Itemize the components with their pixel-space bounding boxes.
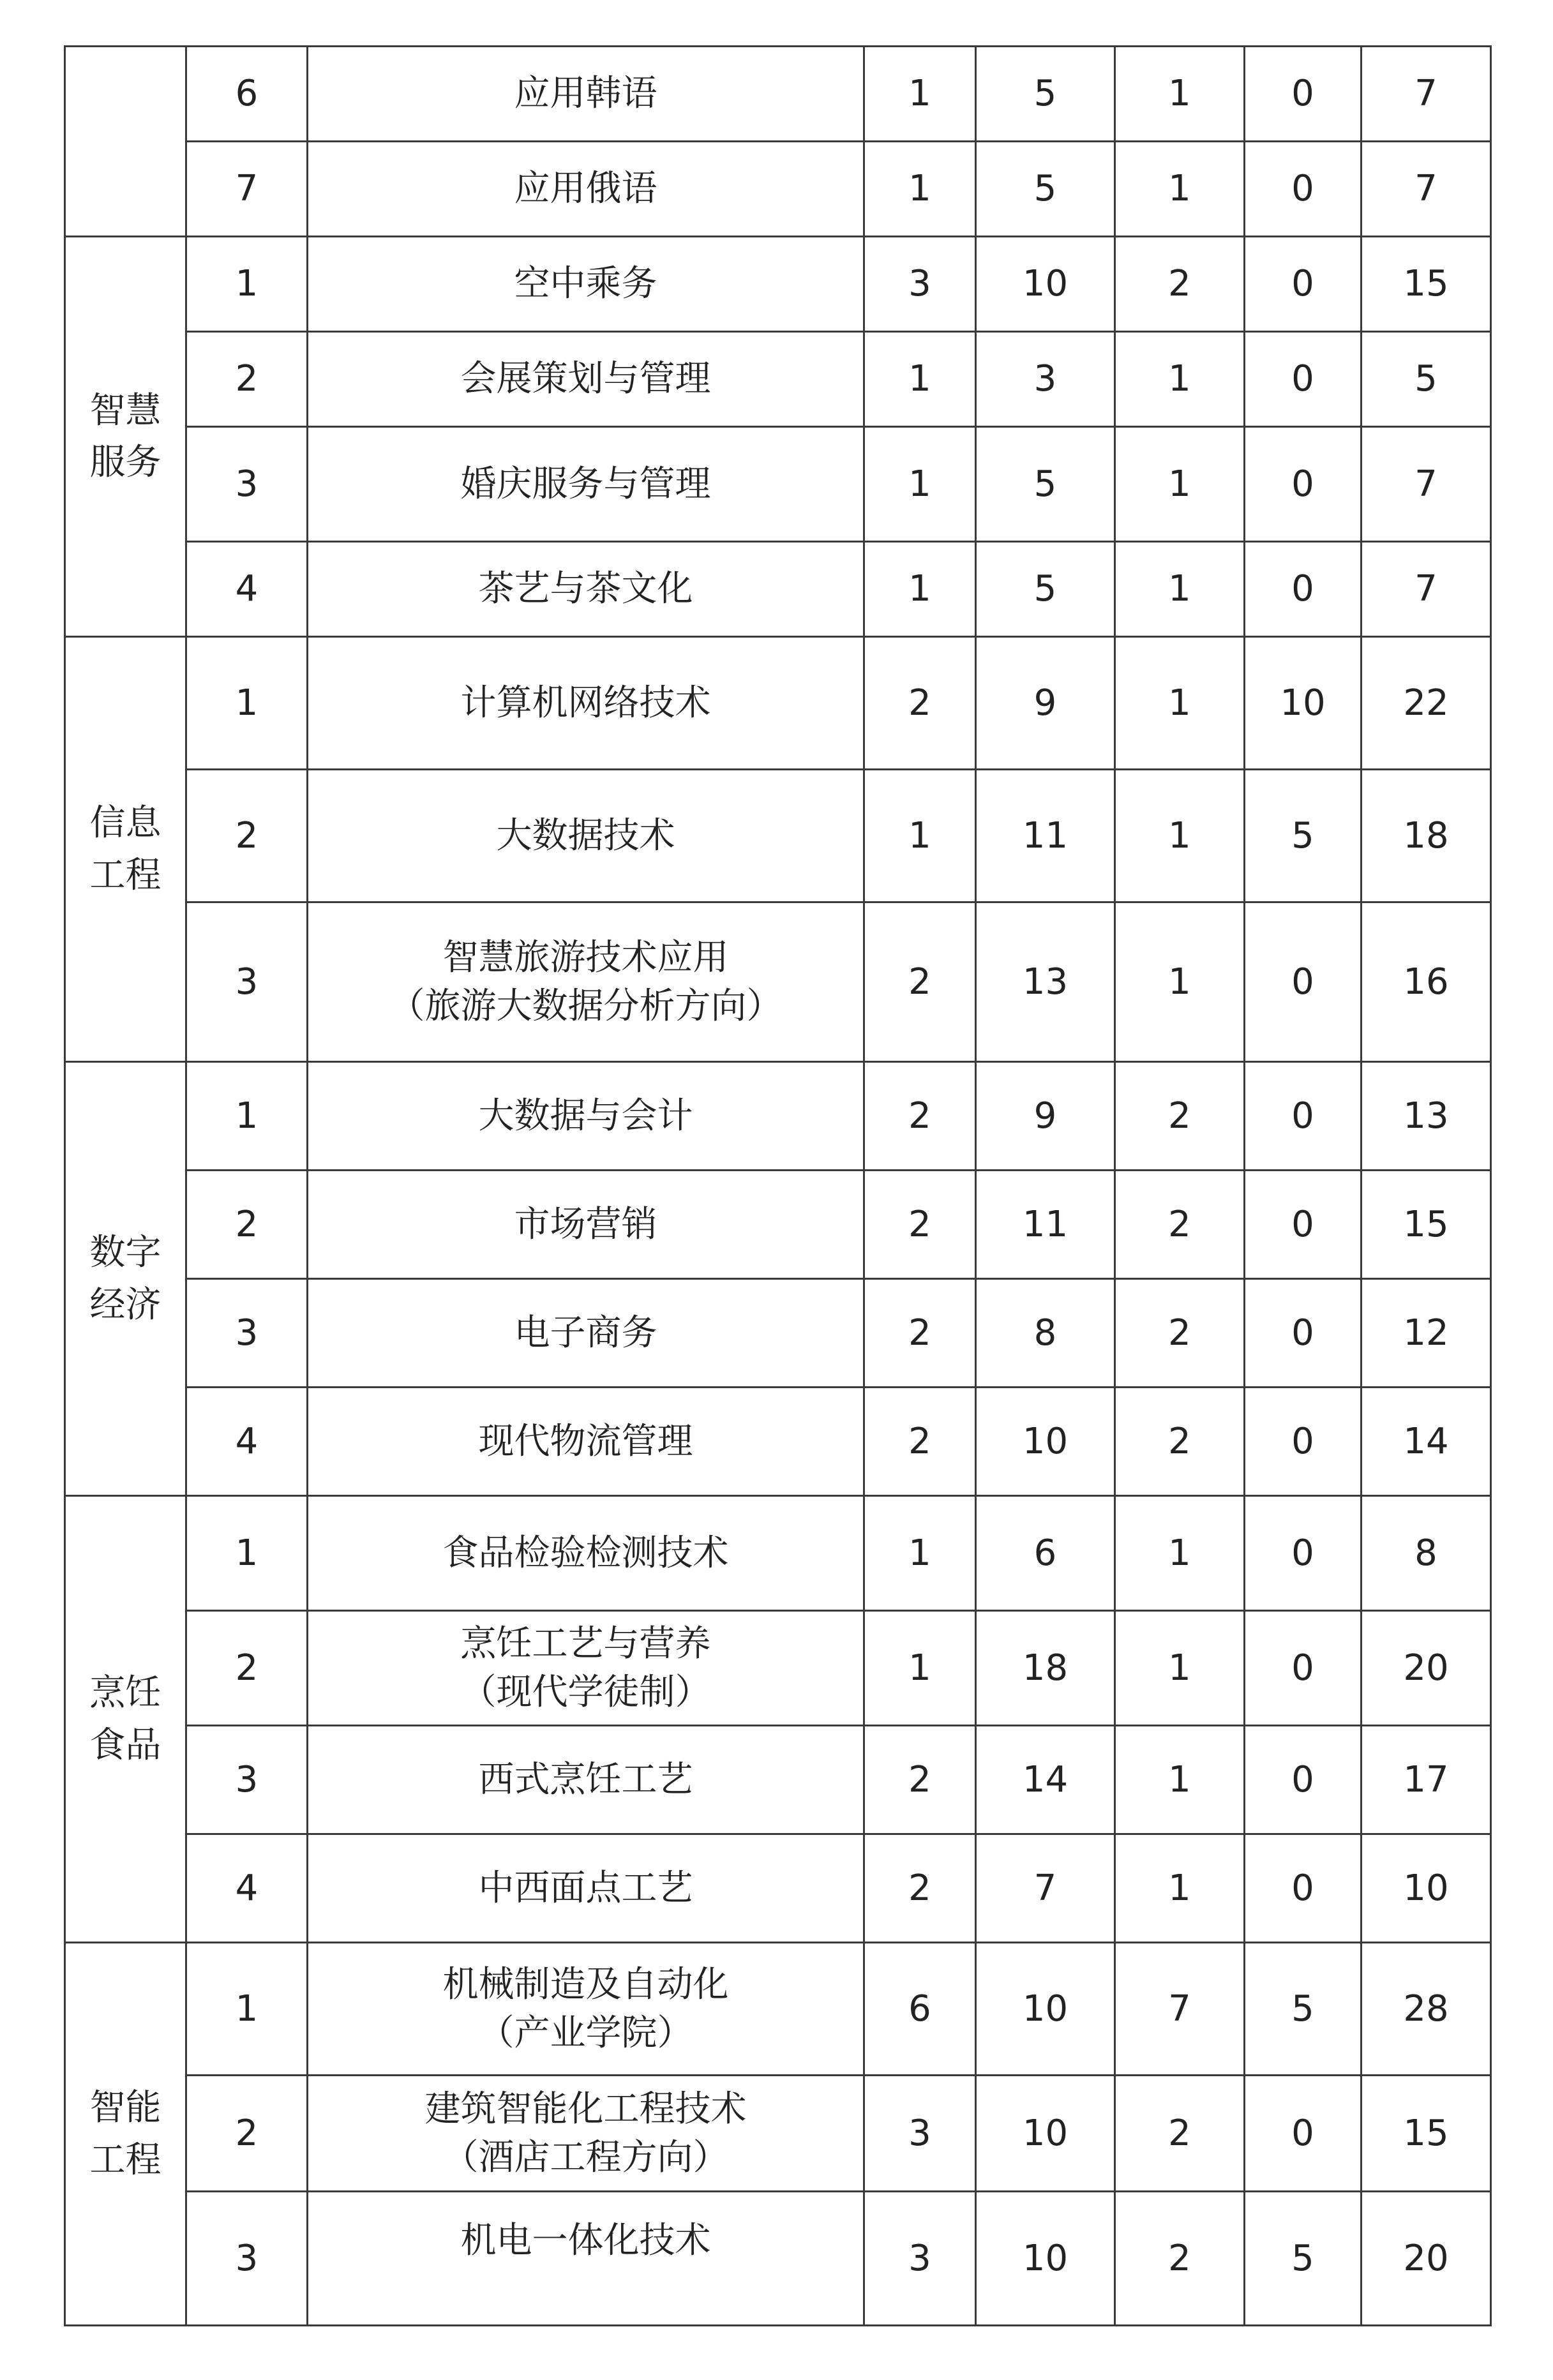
table-row — [65, 1279, 1491, 1388]
table-row — [65, 637, 1491, 770]
value-cell-col4: 5 — [1245, 770, 1362, 902]
category-label-line: 服务 — [89, 442, 161, 483]
row-number-cell: 2 — [186, 770, 308, 902]
value-cell-col1: 1 — [864, 1496, 976, 1611]
program-name-cell — [308, 1726, 864, 1834]
category-cell — [65, 637, 186, 1062]
program-name-cell — [308, 332, 864, 427]
value-cell-col1: 1 — [864, 542, 976, 637]
total-cell: 7 — [1362, 542, 1491, 637]
row-number-cell: 4 — [186, 542, 308, 637]
row-number-cell: 1 — [186, 1062, 308, 1171]
total-cell: 7 — [1362, 142, 1491, 237]
program-name-cell — [308, 1834, 864, 1943]
program-name-line: 空中乘务 — [514, 263, 657, 305]
table-row — [65, 1943, 1491, 2076]
table-row — [65, 2076, 1491, 2192]
value-cell-col1: 1 — [864, 47, 976, 142]
value-cell-col3: 1 — [1115, 770, 1245, 902]
value-cell-col1: 2 — [864, 1279, 976, 1388]
program-name-cell — [308, 2076, 864, 2192]
total-cell: 15 — [1362, 1171, 1491, 1279]
program-name-line: 中西面点工艺 — [478, 1867, 693, 1909]
category-label-line: 信息 — [89, 802, 161, 844]
value-cell-col1: 3 — [864, 2076, 976, 2192]
table-row — [65, 237, 1491, 332]
program-name-line: 建筑智能化工程技术 — [424, 2088, 747, 2130]
program-name-line: 大数据与会计 — [478, 1095, 693, 1137]
value-cell-col2: 5 — [976, 142, 1115, 237]
total-cell: 17 — [1362, 1726, 1491, 1834]
category-label-line: 经济 — [89, 1284, 161, 1326]
row-number-cell: 2 — [186, 2076, 308, 2192]
program-name-line: （酒店工程方向） — [442, 2136, 729, 2178]
value-cell-col4: 0 — [1245, 1171, 1362, 1279]
value-cell-col1: 1 — [864, 142, 976, 237]
program-name-cell — [308, 1611, 864, 1726]
program-name-cell — [308, 237, 864, 332]
table-body — [65, 47, 1491, 2326]
value-cell-col2: 6 — [976, 1496, 1115, 1611]
value-cell-col4: 0 — [1245, 1062, 1362, 1171]
value-cell-col2: 5 — [976, 47, 1115, 142]
value-cell-col2: 5 — [976, 427, 1115, 542]
table-row — [65, 1611, 1491, 1726]
program-name-line: 烹饪工艺与营养 — [460, 1622, 711, 1665]
program-name-line: 机械制造及自动化 — [442, 1963, 729, 2005]
program-name-line: 茶艺与茶文化 — [478, 568, 693, 610]
total-cell: 14 — [1362, 1388, 1491, 1496]
value-cell-col3: 2 — [1115, 2192, 1245, 2326]
value-cell-col2: 7 — [976, 1834, 1115, 1943]
value-cell-col4: 0 — [1245, 902, 1362, 1062]
program-name-cell — [308, 1943, 864, 2076]
program-name-line: 西式烹饪工艺 — [478, 1758, 693, 1800]
row-number-cell: 1 — [186, 1496, 308, 1611]
table-row — [65, 47, 1491, 142]
total-cell: 5 — [1362, 332, 1491, 427]
total-cell: 22 — [1362, 637, 1491, 770]
value-cell-col4: 0 — [1245, 2076, 1362, 2192]
row-number-cell: 2 — [186, 1611, 308, 1726]
row-number-cell: 6 — [186, 47, 308, 142]
total-cell: 20 — [1362, 2192, 1491, 2326]
program-name-cell — [308, 1496, 864, 1611]
total-cell: 15 — [1362, 237, 1491, 332]
value-cell-col4: 0 — [1245, 1726, 1362, 1834]
program-name-cell — [308, 47, 864, 142]
value-cell-col3: 1 — [1115, 542, 1245, 637]
value-cell-col3: 2 — [1115, 1171, 1245, 1279]
row-number-cell: 1 — [186, 637, 308, 770]
value-cell-col4: 0 — [1245, 47, 1362, 142]
table-row — [65, 542, 1491, 637]
value-cell-col2: 10 — [976, 237, 1115, 332]
value-cell-col1: 1 — [864, 1611, 976, 1726]
program-name-line: 现代物流管理 — [478, 1420, 693, 1462]
table-row — [65, 1726, 1491, 1834]
value-cell-col3: 2 — [1115, 1279, 1245, 1388]
program-name-cell — [308, 2192, 864, 2326]
row-number-cell: 3 — [186, 902, 308, 1062]
row-number-cell: 7 — [186, 142, 308, 237]
value-cell-col1: 2 — [864, 902, 976, 1062]
value-cell-col4: 5 — [1245, 1943, 1362, 2076]
value-cell-col3: 2 — [1115, 1388, 1245, 1496]
program-name-line: 婚庆服务与管理 — [460, 463, 711, 505]
row-number-cell: 3 — [186, 427, 308, 542]
value-cell-col3: 1 — [1115, 47, 1245, 142]
value-cell-col2: 10 — [976, 1388, 1115, 1496]
category-cell — [65, 237, 186, 637]
total-cell: 20 — [1362, 1611, 1491, 1726]
program-name-line: 会展策划与管理 — [460, 358, 711, 400]
table-row — [65, 902, 1491, 1062]
category-label-line: 智能 — [89, 2087, 161, 2129]
program-name-line: 电子商务 — [514, 1312, 657, 1354]
value-cell-col3: 1 — [1115, 427, 1245, 542]
value-cell-col2: 5 — [976, 542, 1115, 637]
value-cell-col4: 5 — [1245, 2192, 1362, 2326]
value-cell-col1: 3 — [864, 2192, 976, 2326]
value-cell-col1: 2 — [864, 637, 976, 770]
total-cell: 15 — [1362, 2076, 1491, 2192]
program-name-cell — [308, 902, 864, 1062]
value-cell-col3: 1 — [1115, 1496, 1245, 1611]
table-row — [65, 1062, 1491, 1171]
program-name-line: 智慧旅游技术应用 — [442, 936, 729, 978]
category-cell — [65, 1496, 186, 1943]
program-name-line: （现代学徒制） — [460, 1671, 711, 1713]
row-number-cell: 1 — [186, 1943, 308, 2076]
row-number-cell: 2 — [186, 1171, 308, 1279]
program-name-line: 市场营销 — [514, 1203, 657, 1245]
row-number-cell: 4 — [186, 1834, 308, 1943]
value-cell-col1: 2 — [864, 1171, 976, 1279]
value-cell-col4: 0 — [1245, 237, 1362, 332]
value-cell-col2: 10 — [976, 1943, 1115, 2076]
value-cell-col3: 1 — [1115, 1834, 1245, 1943]
total-cell: 10 — [1362, 1834, 1491, 1943]
value-cell-col3: 1 — [1115, 902, 1245, 1062]
value-cell-col4: 0 — [1245, 1834, 1362, 1943]
table-row — [65, 1171, 1491, 1279]
category-cell — [65, 1943, 186, 2326]
table-row — [65, 1834, 1491, 1943]
total-cell: 18 — [1362, 770, 1491, 902]
table-row — [65, 142, 1491, 237]
program-name-cell — [308, 1279, 864, 1388]
value-cell-col3: 7 — [1115, 1943, 1245, 2076]
value-cell-col3: 1 — [1115, 1726, 1245, 1834]
program-name-cell — [308, 770, 864, 902]
category-cell — [65, 1062, 186, 1496]
value-cell-col3: 1 — [1115, 332, 1245, 427]
total-cell: 7 — [1362, 47, 1491, 142]
value-cell-col4: 0 — [1245, 1496, 1362, 1611]
program-name-line: 计算机网络技术 — [460, 682, 711, 724]
value-cell-col2: 8 — [976, 1279, 1115, 1388]
value-cell-col3: 1 — [1115, 1611, 1245, 1726]
value-cell-col1: 6 — [864, 1943, 976, 2076]
value-cell-col1: 2 — [864, 1834, 976, 1943]
value-cell-col4: 0 — [1245, 1279, 1362, 1388]
value-cell-col4: 0 — [1245, 1611, 1362, 1726]
program-name-line: 大数据技术 — [496, 814, 675, 857]
value-cell-col1: 2 — [864, 1726, 976, 1834]
value-cell-col1: 2 — [864, 1062, 976, 1171]
category-label-line: 食品 — [89, 1724, 161, 1766]
program-name-line: 应用韩语 — [514, 73, 657, 115]
category-label-line: 烹饪 — [89, 1672, 161, 1714]
value-cell-col2: 11 — [976, 1171, 1115, 1279]
category-cell — [65, 47, 186, 237]
value-cell-col2: 18 — [976, 1611, 1115, 1726]
program-name-cell — [308, 637, 864, 770]
program-name-line: （产业学院） — [478, 2012, 693, 2054]
program-table-container — [64, 45, 1490, 2319]
total-cell: 13 — [1362, 1062, 1491, 1171]
total-cell: 16 — [1362, 902, 1491, 1062]
value-cell-col2: 14 — [976, 1726, 1115, 1834]
table-row — [65, 427, 1491, 542]
value-cell-col2: 10 — [976, 2076, 1115, 2192]
value-cell-col2: 9 — [976, 1062, 1115, 1171]
program-name-line: 应用俄语 — [514, 168, 657, 210]
value-cell-col3: 2 — [1115, 237, 1245, 332]
value-cell-col2: 9 — [976, 637, 1115, 770]
row-number-cell: 4 — [186, 1388, 308, 1496]
program-name-line: 机电一体化技术 — [460, 2220, 711, 2261]
value-cell-col1: 1 — [864, 770, 976, 902]
value-cell-col1: 1 — [864, 427, 976, 542]
category-label-line: 智慧 — [89, 389, 161, 431]
value-cell-col4: 0 — [1245, 1388, 1362, 1496]
table-row — [65, 1496, 1491, 1611]
table-row — [65, 332, 1491, 427]
row-number-cell: 3 — [186, 1726, 308, 1834]
program-name-cell — [308, 1171, 864, 1279]
value-cell-col4: 0 — [1245, 542, 1362, 637]
category-label-line: 工程 — [89, 2139, 161, 2181]
program-name-cell — [308, 542, 864, 637]
program-name-cell — [308, 1388, 864, 1496]
table-row — [65, 1388, 1491, 1496]
program-name-cell — [308, 427, 864, 542]
value-cell-col4: 0 — [1245, 332, 1362, 427]
program-enrollment-table — [64, 45, 1492, 2326]
row-number-cell: 1 — [186, 237, 308, 332]
program-name-cell — [308, 142, 864, 237]
value-cell-col1: 3 — [864, 237, 976, 332]
value-cell-col1: 1 — [864, 332, 976, 427]
value-cell-col4: 0 — [1245, 427, 1362, 542]
value-cell-col1: 2 — [864, 1388, 976, 1496]
program-name-cell — [308, 1062, 864, 1171]
total-cell: 8 — [1362, 1496, 1491, 1611]
total-cell: 28 — [1362, 1943, 1491, 2076]
row-number-cell: 2 — [186, 332, 308, 427]
value-cell-col3: 1 — [1115, 142, 1245, 237]
total-cell: 7 — [1362, 427, 1491, 542]
value-cell-col3: 1 — [1115, 637, 1245, 770]
category-label-line: 数字 — [89, 1232, 161, 1274]
table-row — [65, 770, 1491, 902]
value-cell-col2: 10 — [976, 2192, 1115, 2326]
total-cell: 12 — [1362, 1279, 1491, 1388]
value-cell-col2: 13 — [976, 902, 1115, 1062]
value-cell-col2: 3 — [976, 332, 1115, 427]
program-name-line: （旅游大数据分析方向） — [389, 985, 783, 1027]
value-cell-col3: 2 — [1115, 1062, 1245, 1171]
category-label-line: 工程 — [89, 854, 161, 896]
row-number-cell: 3 — [186, 2192, 308, 2326]
table-row — [65, 2192, 1491, 2326]
value-cell-col4: 10 — [1245, 637, 1362, 770]
value-cell-col4: 0 — [1245, 142, 1362, 237]
program-name-line: 食品检验检测技术 — [442, 1532, 729, 1574]
value-cell-col2: 11 — [976, 770, 1115, 902]
value-cell-col3: 2 — [1115, 2076, 1245, 2192]
row-number-cell: 3 — [186, 1279, 308, 1388]
